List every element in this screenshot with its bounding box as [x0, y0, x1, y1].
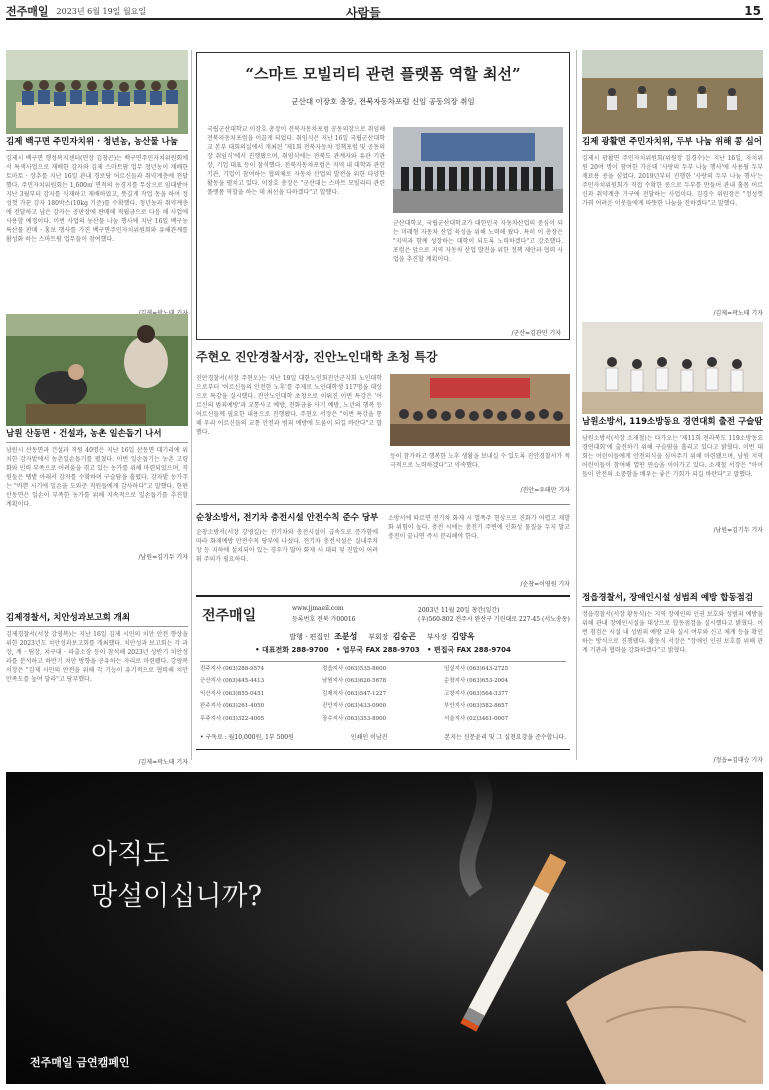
- right-article-3-byline: /정읍=김대승 기자: [713, 757, 763, 764]
- feature-body-left: 국립군산대학교 이장호 총장이 전북자동차포럼 공동의장으로 취임해 전북자동차포럼을 이끌게 되었다. 취임식은 지난 16일 국립군산대학교 본부 대회의실에서 개최된 '제1회 전북자동차 정책포럼 및 공동의장 취임식'에서 진행됐으며, 취임식에는 전북도 관계자와 유관 기관장, 기업 대표 등이 참석했다. 전북자동차포럼은 지역 내 대학과 관련 기관, 기업이 참여하는 협의체로 자동차 산업의 발전을 위한 다양한 활동을 펼치고 있다. 이장호 총장은 "군산대는 스마트 모빌리티 관련 플랫폼 역할을 하는 데 최선을 다하겠다"고 말했다.: [207, 126, 385, 196]
- left-article-3-byline: /김제=곽노태 기자: [138, 759, 188, 766]
- subscription-price: • 구독료 : 월10,000원, 1부 500원: [200, 734, 294, 741]
- masthead-address: (우)560-802 전주시 완산구 기린대로 227-45 (서노송동): [418, 616, 570, 623]
- photo-bean-planting: [582, 50, 763, 134]
- photo-forum-inauguration-image: [393, 127, 563, 213]
- branch-entry: 부안지사 (063)582-8657: [444, 703, 509, 710]
- ethics-statement: 본지는 신문윤리 및 그 실천요강을 준수합니다.: [444, 734, 566, 741]
- feature-byline: /군산=김관민 기자: [511, 330, 561, 337]
- printer-name: 인쇄인 이남진: [350, 734, 388, 741]
- divider-mid: [196, 504, 570, 505]
- branch-entry: 남원지사 (063)626-5678: [322, 678, 387, 685]
- right-article-2-body: 남원소방서(서장 소재철)는 다가오는 '제11회 전라북도 119소방동요 경연대회'에 출전하기 위해 구슬땀을 흘리고 있다고 밝혔다. 이번 대회는 어린이들에게 안전의식을 심어주기 위해 마련됐으며, 남원 지역 어린이들이 참여해 열띤 연습을 이어가고 있다. 소재철 서장은 "아이들이 안전의 소중함을 배우는 좋은 기회가 되길 바란다"고 말했다.: [582, 435, 763, 478]
- newspaper-logo: 전주매일: [6, 5, 49, 18]
- ev-safety-article: [196, 510, 570, 590]
- issue-date: 2023년 6월 19일 월요일: [56, 6, 147, 16]
- branch-entry: 서울지사 (02)3461-0007: [444, 715, 509, 722]
- masthead-footer: [200, 732, 566, 741]
- left-article-2-byline: /남원=김기두 기자: [138, 554, 188, 561]
- photo-produce-sharing: [6, 50, 188, 134]
- ev-safety-headline: 순창소방서, 전기차 충전시설 안전수칙 준수 당부: [196, 513, 379, 523]
- masthead-registration: 등록번호 전북 가00016: [292, 616, 356, 623]
- ad-slogan-line-1: 아직도: [91, 839, 170, 870]
- branch-entry: 무주지사 (063)322-4005: [200, 715, 265, 722]
- branch-entry: 군산지사 (063)445-4413: [200, 678, 265, 685]
- left-article-1-headline: 김제 백구면 주민자치위 · 청년농, 농산물 나눔: [6, 134, 188, 151]
- masthead-founded: 2003년 11월 20일 창간(일간): [418, 607, 500, 614]
- right-article-2-headline: 남원소방서, 119소방동요 경연대회 출전 구슬땀: [582, 414, 763, 431]
- photo-farm-help-image: [6, 314, 188, 426]
- column-divider-left: [191, 50, 192, 760]
- phone-main: • 대표전화 288-9700: [255, 646, 329, 654]
- right-column-3: [582, 590, 763, 764]
- page-header: [6, 4, 763, 20]
- masthead-url[interactable]: www.jjmaeil.com: [292, 605, 344, 612]
- branch-entry: 전주지사 (063)288-9574: [200, 666, 265, 672]
- photo-senior-college-image: [390, 374, 570, 446]
- ad-campaign-title: 전주매일 금연캠페인: [30, 1056, 130, 1069]
- branch-entry: 임실지사 (063)643-2725: [444, 666, 509, 672]
- page-number: 15: [744, 4, 761, 18]
- right-article-2-byline: /남원=김기두 기자: [713, 527, 763, 534]
- right-article-1-byline: /김제=곽노태 기자: [713, 310, 763, 317]
- photo-fire-song-contest-image: [582, 322, 763, 414]
- right-article-1-headline: 김제 광활면 주민자치위, 두부 나눔 위해 콩 심어: [582, 134, 763, 151]
- feature-article-box: [196, 52, 570, 340]
- anti-smoking-ad: [6, 772, 763, 1084]
- vice-name: 김승곤: [392, 632, 416, 641]
- left-column-3: [6, 610, 188, 766]
- right-article-1-body: 김제시 광활면 주민자치위원회(위원장 김경수)는 지난 16일, 자치위원 20여 명이 참여한 가운데 '사랑의 두부 나눔 행사'에 사용될 두부 재료용 콩을 심었다. 2019년부터 진행한 '사랑의 두부 나눔 행사'는 주민자치위원회가 직접 수확한 콩으로 두부를 만들어 관내 홀몸 어르신과 취약계층 가구에 전달하는 사업이다. 김경수 위원장은 "정성껏 가꿔 어려운 이웃들에게 따뜻한 나눔을 전하겠다"고 말했다.: [582, 155, 763, 207]
- branch-entry: 고창지사 (063)564-3377: [444, 690, 509, 697]
- photo-produce-sharing-image: [6, 50, 188, 134]
- ad-slogan: [91, 834, 262, 918]
- left-article-2-headline: 남원 산동면 · 건설과, 농촌 일손돕기 나서: [6, 426, 188, 443]
- masthead-name: 전주매일: [202, 608, 257, 624]
- left-article-3-body: 김제경찰서(서장 강영복)는 지난 16일 김제 시민의 치안 안전 향상을 위한 2023년도 치안성과보고회를 개최했다. 치안성과 보고회는 각 과장, 계 · 팀장, 지구대 · 파출소장 등이 참석해 2023년 상반기 치안성과를 분석하고 하반기 치안 방향을 공유하는 자리로 마련됐다. 강영복 서장은 "김제 시민의 안전을 위해 각 기능이 유기적으로 협력해 치안 만족도를 높여 달라"고 당부했다.: [6, 631, 188, 683]
- left-column-2: [6, 314, 188, 561]
- feature-subtitle: 군산대 이장호 총장, 전북자동차포럼 신임 공동의장 취임: [291, 97, 475, 106]
- left-column: [6, 50, 188, 317]
- lecture-article: [196, 348, 570, 496]
- cigarette-hand-illustration: [6, 772, 763, 1084]
- vice-label: 부회장: [368, 633, 389, 641]
- feature-body-right: 군산대학교, 국립군산대학교가 대한민국 자동차산업의 중심이 되는 미래형 자동차 산업 육성을 위해 노력해 왔다. 특히 이 총장은 "지역과 함께 성장하는 대학이 되도록 노력하겠다"고 강조했다. 포럼은 앞으로 지역 자동차 산업 발전을 위한 정책 제안과 협력 사업을 추진할 계획이다.: [393, 220, 563, 263]
- publisher-label: 발행 · 편집인: [289, 633, 330, 641]
- deputy-name: 김양옥: [451, 632, 475, 641]
- section-title: 사람들: [346, 6, 381, 20]
- publisher-name: 조분성: [334, 632, 358, 641]
- branch-entry: 김제지사 (063)547-1227: [322, 690, 387, 697]
- right-column: [582, 50, 763, 317]
- feature-title: “스마트 모빌리티 관련 플랫폼 역할 최선”: [245, 65, 521, 83]
- photo-bean-planting-image: [582, 50, 763, 134]
- lecture-body-left: 진안경찰서(서장 주현오)는 지난 19일 대한노인회진안군지회 노인대학으로부터 '어르신들의 안전한 노후'를 주제로 노인대학생 117명을 대상으로 특강을 실시했다. 진안노인대학 초청으로 이뤄진 이번 특강은 '어르신의 범죄예방'과 교통사고 예방, 전화금융 사기 예방, 노년의 행복 등 어르신들께 필요한 내용으로 진행됐다. 주현오 서장은 "이번 특강을 통해 우리 어르신들의 교통 안전과 범죄 예방에 도움이 되길 바란다"고 말했다.: [196, 375, 382, 436]
- right-article-3-body: 정읍경찰서(서장 황동식)는 지역 장애인의 인권 보호와 성범죄 예방을 위해 관내 장애인시설을 대상으로 합동점검을 실시했다고 밝혔다. 이번 점검은 시설 내 성범죄 예방 교육 실시 여부와 신고 체계 등을 확인하는 방식으로 진행됐다. 황동식 서장은 "장애인 인권 보호를 위해 관계 기관과 협력을 강화하겠다"고 밝혔다.: [582, 611, 763, 654]
- branch-entry: 순창지사 (063)653-2004: [444, 678, 509, 685]
- masthead-phones: [196, 645, 570, 655]
- left-article-2-body: 남원시 산동면과 건설과 직원 40명은 지난 16일 산동면 대기리에 위치한 감자밭에서 농촌일손돕기를 펼쳤다. 이번 일손돕기는 농촌 고령화와 인력 부족으로 어려움을 겪고 있는 농가를 위해 마련되었으며, 직원들은 땡볕 아래서 감자를 수확하며 구슬땀을 흘렸다. 감자밭 농가주는 "바쁜 시기에 일손을 도와준 직원들에게 감사하다"고 말했다. 한편 산동면은 일손이 부족한 농가를 위해 지속적으로 일손돕기를 추진할 계획이다.: [6, 447, 188, 508]
- photo-farm-help: [6, 314, 188, 426]
- branch-entry: 정읍지사 (063)535-8600: [322, 666, 387, 672]
- photo-senior-college: [390, 374, 570, 446]
- column-divider-right: [576, 50, 577, 760]
- photo-forum-inauguration: [393, 127, 563, 213]
- photo-fire-song-contest: [582, 322, 763, 414]
- masthead-box: [196, 595, 570, 750]
- branch-directory: [200, 661, 566, 727]
- phone-editorial: • 편집국 FAX 288-9704: [427, 646, 511, 654]
- lecture-headline: 주현오 진안경찰서장, 진안노인대학 초청 특강: [196, 350, 438, 364]
- ad-slogan-line-2: 망설이십니까?: [91, 881, 262, 912]
- left-article-1-body: 김제시 백구면 행정복지센터(면장 김창곤)는 백구면주민자치위원회에서 특색사업으로 재배한 감자와 김제 스마트팜 업무 청년농이 재배한 토마토 · 상추를 지난 16일 관내 경로당 어르신들과 취약계층에 전달했다. 주민자치위원회는 1,600㎡ 면적의 농경지를 무상으로 임대받아 지난 3월부터 감자를 식재하고 재배하였고, 뜻깊게 작업 동을 하여 정성껏 가꾼 감자 180박스(10kg 기준)를 수확했다. 청년농과 취약계층에 전달하고 남은 감자는 공판장에 판매해 적립금으로 다음 해 사업에 사용할 예정이다. 이번 사업의 농산물 나눔 행사에 지난 16일 백구농특산물 판매 · 홍보 행사를 가진 백구면주민자치위원회와 유해관계를 활성화 하는 스마트팜 업무들이 참여했다.: [6, 155, 188, 243]
- branch-entry: 익산지사 (063)855-0451: [200, 690, 265, 697]
- ev-safety-body-left: 순창소방서(서장 강영길)는 전기차와 충전시설이 급속도로 증가함에 따라 화재예방 안전수칙 당부에 나섰다. 전기차 충전시설은 실내주차장 등 지하에 설치되어 있는 경우가 많아 화재 시 대피 및 진압이 어려워 주의가 필요하다.: [196, 529, 378, 563]
- branch-entry: 완주지사 (063)261-4050: [200, 703, 265, 710]
- right-article-3-headline: 정읍경찰서, 장애인시설 성범죄 예방 합동점검: [582, 590, 763, 607]
- phone-business: • 업무국 FAX 288-9703: [335, 646, 420, 654]
- ev-safety-byline: /순창=이영원 기자: [520, 581, 570, 588]
- branch-entry: 장수지사 (063)353-8900: [322, 715, 387, 722]
- masthead-staff: [196, 631, 570, 642]
- left-article-3-headline: 김제경찰서, 치안성과보고회 개최: [6, 610, 188, 627]
- right-column-2: [582, 322, 763, 534]
- lecture-body-right: 등이 참가하고 행복한 노후 생활을 보내실 수 있도록 진안경찰서가 적극적으로 노력하겠다"고 약속했다.: [390, 453, 570, 469]
- lecture-byline: /진안=우태만 기자: [520, 487, 570, 494]
- ev-safety-body-right: 소방서에 따르면 전기차 화재 시 열폭주 현상으로 진화가 어렵고 재발화 위험이 높다. 충전 시에는 충전기 주변에 인화성 물질을 두지 말고 충전이 끝나면 즉시 분리해야 한다.: [388, 515, 570, 540]
- deputy-label: 부사장: [426, 633, 448, 641]
- branch-entry: 진안지사 (063)433-0900: [322, 703, 387, 710]
